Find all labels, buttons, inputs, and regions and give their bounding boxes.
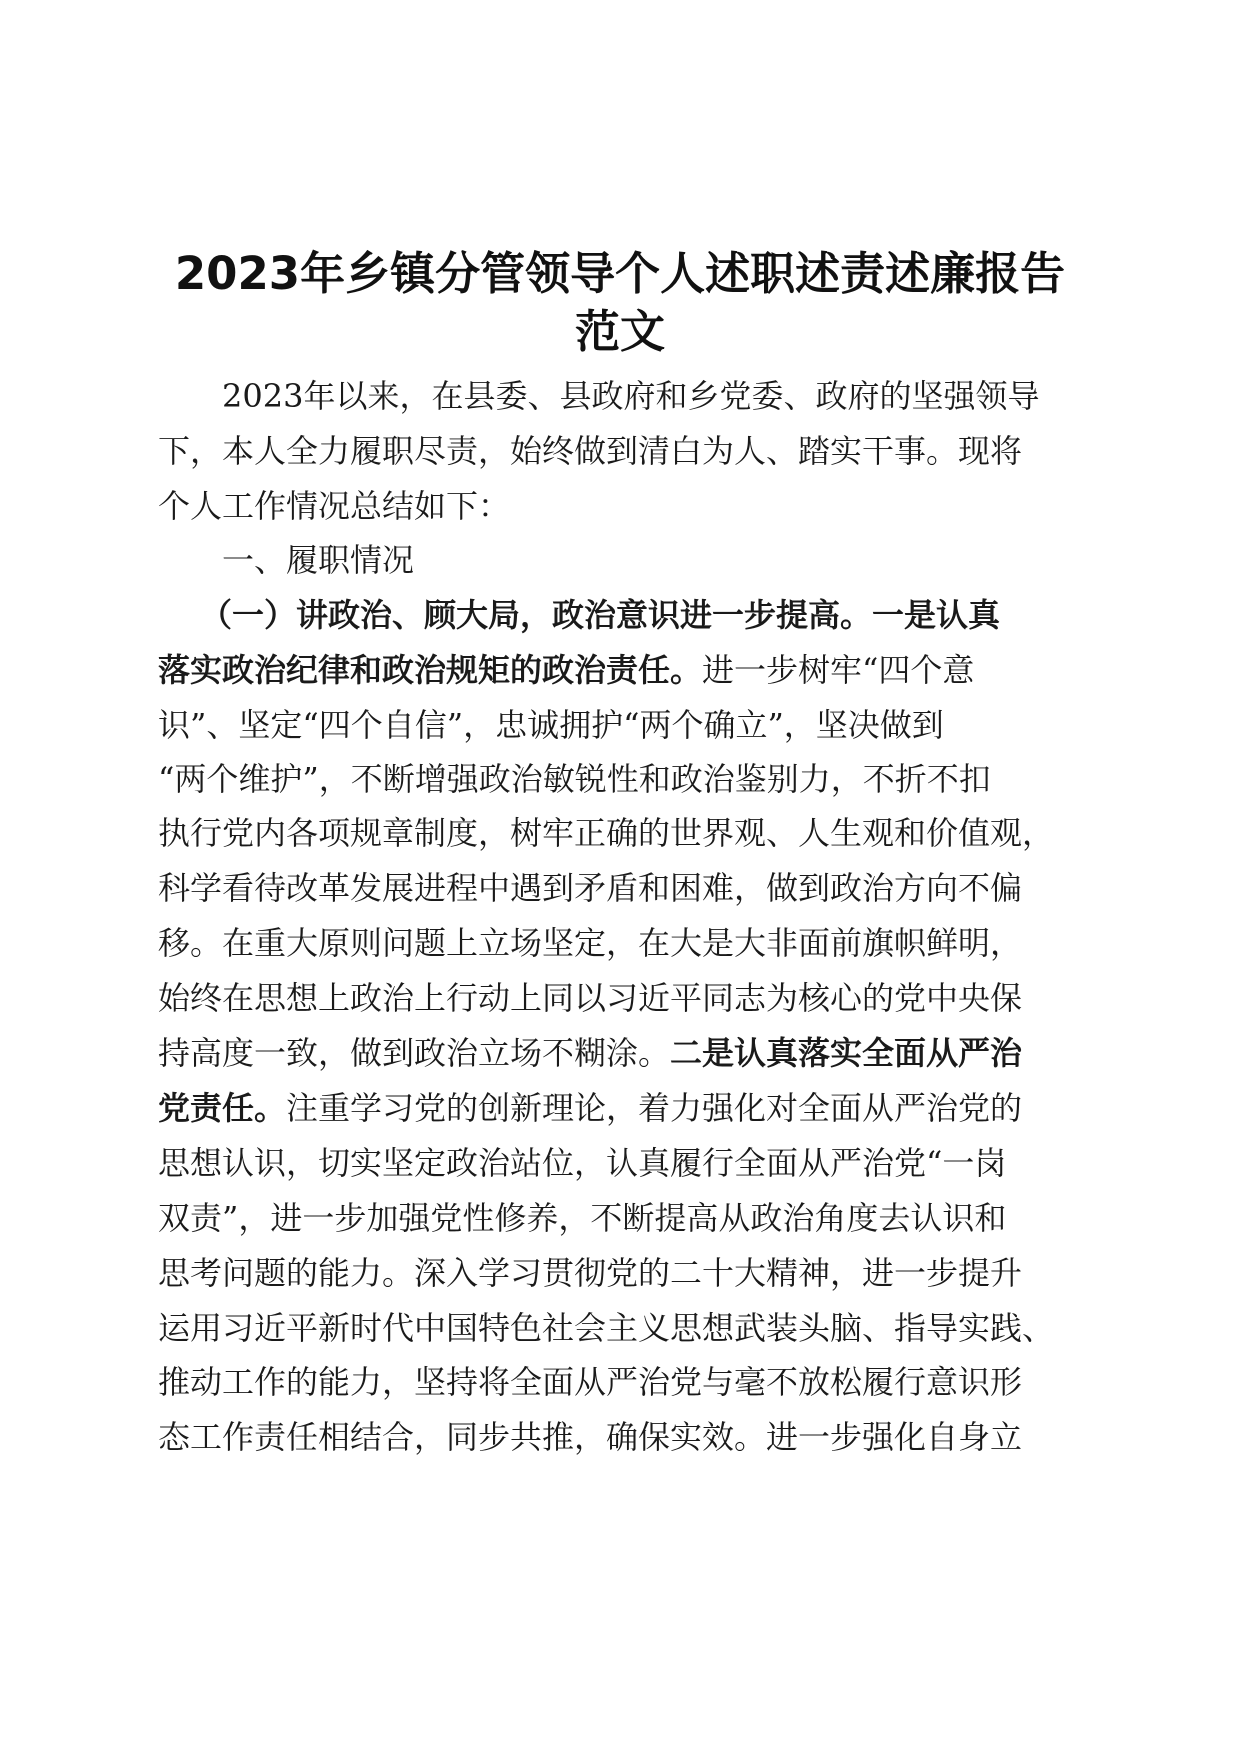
section-heading: 一、履职情况	[222, 541, 415, 579]
subsection-heading-text: （一）讲政治、顾大局，政治意识进一步提高。一是认真	[200, 596, 1001, 634]
intro-line: 2023年以来，在县委、县政府和乡党委、政府的坚强领导	[222, 377, 1040, 415]
body-line: 科学看待改革发展进程中遇到矛盾和困难，做到政治方向不偏	[158, 869, 1023, 907]
body-line: 推动工作的能力，坚持将全面从严治党与毫不放松履行意识形	[158, 1363, 1023, 1401]
subsection-heading-line	[200, 595, 1000, 635]
body-line: 识”、坚定“四个自信”，忠诚拥护“两个确立”，坚决做到	[158, 706, 944, 744]
body-text: 进一步树牢“四个意	[702, 651, 975, 689]
body-line	[158, 650, 974, 690]
body-line: “两个维护”，不断增强政治敏锐性和政治鉴别力，不折不扣	[158, 760, 991, 798]
bold-phrase: 党责任。	[158, 1089, 287, 1127]
document-title-continued: 范文	[574, 305, 665, 358]
body-line: 思考问题的能力。深入学习贯彻党的二十大精神，进一步提升	[158, 1254, 1023, 1292]
bold-phrase: 二是认真落实全面从严治	[670, 1034, 1023, 1072]
body-line: 移。在重大原则问题上立场坚定，在大是大非面前旗帜鲜明，	[158, 924, 1023, 962]
intro-line: 个人工作情况总结如下：	[158, 487, 511, 525]
document-title: 2023年乡镇分管领导个人述职述责述廉报告	[174, 247, 1066, 300]
body-line	[158, 1033, 1022, 1073]
intro-line: 下，本人全力履职尽责，始终做到清白为人、踏实干事。现将	[158, 432, 1023, 470]
body-line	[158, 1088, 1022, 1128]
body-line: 始终在思想上政治上行动上同以习近平同志为核心的党中央保	[158, 979, 1023, 1017]
bold-phrase: 落实政治纪律和政治规矩的政治责任。	[158, 651, 703, 689]
body-text: 持高度一致，做到政治立场不糊涂。	[158, 1034, 671, 1072]
body-line: 双责”，进一步加强党性修养，不断提高从政治角度去认识和	[158, 1199, 1007, 1237]
body-line: 态工作责任相结合，同步共推，确保实效。进一步强化自身立	[158, 1418, 1023, 1456]
body-line: 思想认识，切实坚定政治站位，认真履行全面从严治党“一岗	[158, 1144, 1007, 1182]
body-line: 执行党内各项规章制度，树牢正确的世界观、人生观和价值观，	[158, 814, 1055, 852]
body-text: 注重学习党的创新理论，着力强化对全面从严治党的	[286, 1089, 1023, 1127]
body-line: 运用习近平新时代中国特色社会主义思想武装头脑、指导实践、	[158, 1309, 1055, 1347]
